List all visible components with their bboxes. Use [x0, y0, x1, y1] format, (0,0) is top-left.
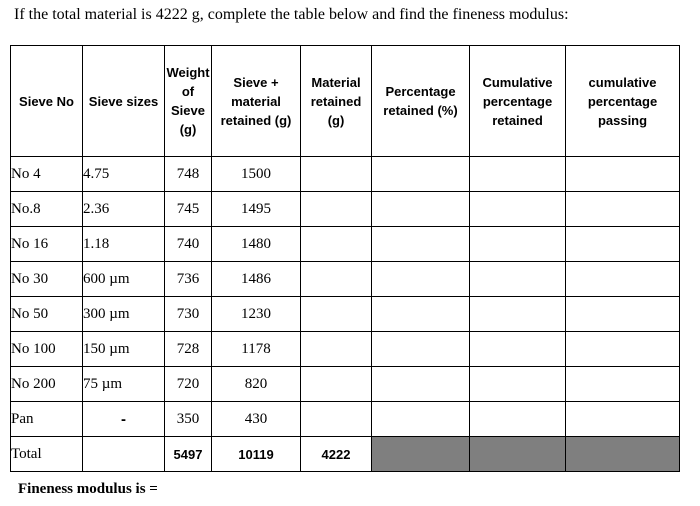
- cell-cumulative-retained[interactable]: [470, 262, 566, 297]
- header-cumulative-retained: Cumulative percentage retained: [470, 46, 566, 157]
- cell-percentage-retained[interactable]: [372, 192, 470, 227]
- cell-percentage-retained[interactable]: [372, 157, 470, 192]
- cell-sieve-no: Pan: [11, 402, 83, 437]
- cell-percentage-retained[interactable]: [372, 332, 470, 367]
- cell-material-retained[interactable]: [301, 332, 372, 367]
- cell-sieve-size: 1.18: [83, 227, 165, 262]
- cell-cumulative-retained[interactable]: [470, 402, 566, 437]
- cell-cumulative-passing[interactable]: [566, 227, 680, 262]
- header-sieve-sizes: Sieve sizes: [83, 46, 165, 157]
- total-material-retained: 4222: [301, 437, 372, 472]
- sieve-analysis-table: [10, 45, 680, 472]
- cell-sieve-material[interactable]: 1480: [212, 227, 301, 262]
- cell-weight: 745: [165, 192, 212, 227]
- total-label: Total: [11, 437, 83, 472]
- cell-sieve-material[interactable]: 820: [212, 367, 301, 402]
- cell-cumulative-passing[interactable]: [566, 332, 680, 367]
- cell-percentage-retained[interactable]: [372, 402, 470, 437]
- cell-sieve-size: 4.75: [83, 157, 165, 192]
- header-sieve-no: Sieve No: [11, 46, 83, 157]
- header-percentage-retained: Percentage retained (%): [372, 46, 470, 157]
- cell-percentage-retained[interactable]: [372, 367, 470, 402]
- cell-cumulative-passing[interactable]: [566, 157, 680, 192]
- cell-cumulative-retained[interactable]: [470, 332, 566, 367]
- table-row: [11, 227, 680, 262]
- cell-weight: 720: [165, 367, 212, 402]
- cell-sieve-size: -: [83, 402, 165, 437]
- table-row: [11, 297, 680, 332]
- cell-sieve-size: 2.36: [83, 192, 165, 227]
- cell-cumulative-retained[interactable]: [470, 227, 566, 262]
- cell-material-retained[interactable]: [301, 262, 372, 297]
- cell-material-retained[interactable]: [301, 192, 372, 227]
- cell-sieve-size: 600 µm: [83, 262, 165, 297]
- header-cumulative-passing: cumulative percentage passing: [566, 46, 680, 157]
- cell-cumulative-passing[interactable]: [566, 402, 680, 437]
- cell-sieve-material[interactable]: 1230: [212, 297, 301, 332]
- table-row: [11, 367, 680, 402]
- cell-cumulative-passing[interactable]: [566, 262, 680, 297]
- cell-cumulative-retained[interactable]: [470, 367, 566, 402]
- cell-cumulative-retained[interactable]: [470, 157, 566, 192]
- cell-sieve-no: No 30: [11, 262, 83, 297]
- table-header-row: [11, 46, 680, 157]
- cell-weight: 748: [165, 157, 212, 192]
- cell-material-retained[interactable]: [301, 402, 372, 437]
- total-shaded-cell: [470, 437, 566, 472]
- cell-sieve-material[interactable]: 1495: [212, 192, 301, 227]
- total-row: [11, 437, 680, 472]
- fineness-modulus-label: Fineness modulus is =: [18, 481, 158, 497]
- cell-cumulative-passing[interactable]: [566, 297, 680, 332]
- cell-sieve-no: No 4: [11, 157, 83, 192]
- total-shaded-cell: [566, 437, 680, 472]
- cell-sieve-size: 150 µm: [83, 332, 165, 367]
- cell-weight: 740: [165, 227, 212, 262]
- question-text: If the total material is 4222 g, complete the table below and find the fineness modulus:: [14, 6, 569, 23]
- cell-sieve-no: No 200: [11, 367, 83, 402]
- total-shaded-cell: [372, 437, 470, 472]
- cell-sieve-material[interactable]: 1500: [212, 157, 301, 192]
- cell-cumulative-retained[interactable]: [470, 297, 566, 332]
- cell-weight: 736: [165, 262, 212, 297]
- cell-material-retained[interactable]: [301, 227, 372, 262]
- cell-material-retained[interactable]: [301, 297, 372, 332]
- total-sieve-material: 10119: [212, 437, 301, 472]
- table-row: [11, 192, 680, 227]
- table-row: [11, 402, 680, 437]
- cell-sieve-material[interactable]: 1178: [212, 332, 301, 367]
- cell-sieve-material[interactable]: 430: [212, 402, 301, 437]
- header-sieve-material: Sieve + material retained (g): [212, 46, 301, 157]
- cell-sieve-no: No 100: [11, 332, 83, 367]
- cell-weight: 730: [165, 297, 212, 332]
- table-row: [11, 332, 680, 367]
- table-row: [11, 262, 680, 297]
- cell-material-retained[interactable]: [301, 157, 372, 192]
- header-weight-of-sieve: Weight of Sieve (g): [165, 46, 212, 157]
- cell-percentage-retained[interactable]: [372, 297, 470, 332]
- cell-sieve-material[interactable]: 1486: [212, 262, 301, 297]
- cell-material-retained[interactable]: [301, 367, 372, 402]
- total-weight: 5497: [165, 437, 212, 472]
- cell-sieve-no: No 50: [11, 297, 83, 332]
- cell-weight: 728: [165, 332, 212, 367]
- cell-sieve-no: No.8: [11, 192, 83, 227]
- cell-percentage-retained[interactable]: [372, 262, 470, 297]
- table-row: [11, 157, 680, 192]
- cell-cumulative-passing[interactable]: [566, 192, 680, 227]
- cell-sieve-size: 75 µm: [83, 367, 165, 402]
- cell-percentage-retained[interactable]: [372, 227, 470, 262]
- total-sieve-size: [83, 437, 165, 472]
- cell-sieve-size: 300 µm: [83, 297, 165, 332]
- cell-sieve-no: No 16: [11, 227, 83, 262]
- cell-cumulative-passing[interactable]: [566, 367, 680, 402]
- header-material-retained: Material retained (g): [301, 46, 372, 157]
- cell-cumulative-retained[interactable]: [470, 192, 566, 227]
- cell-weight: 350: [165, 402, 212, 437]
